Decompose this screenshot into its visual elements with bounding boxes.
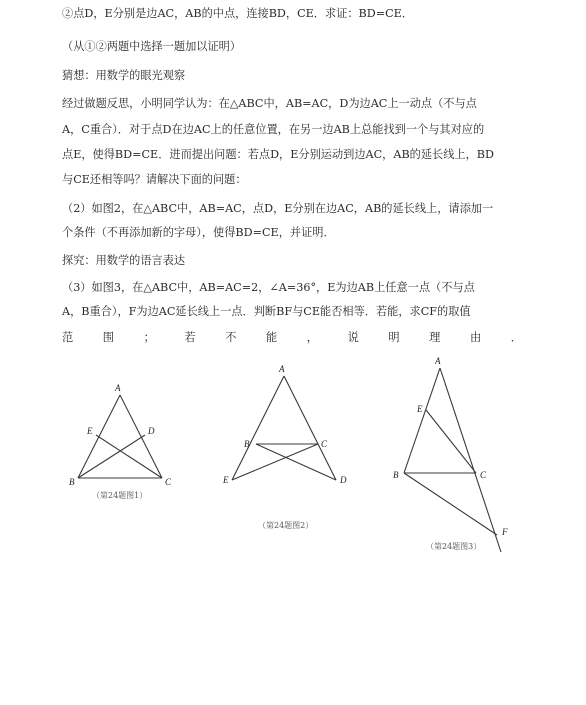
point-label-c: C bbox=[480, 470, 487, 480]
text-line-2: （从①②两题中选择一题加以证明） bbox=[62, 40, 242, 53]
segment-bf bbox=[404, 473, 497, 535]
spaced-char: 说 bbox=[347, 331, 359, 344]
text-line-7: 与CE还相等吗？请解决下面的问题： bbox=[62, 173, 247, 186]
spaced-char: ． bbox=[510, 331, 522, 344]
spaced-char: ； bbox=[143, 331, 155, 344]
text-line-8: （2）如图2，在△ABC中，AB=AC，点D，E分别在边AC，AB的延长线上，请添加一 bbox=[62, 202, 494, 215]
spaced-char: 能 bbox=[265, 331, 278, 344]
text-line-6: 点E，使得BD=CE．进而提出问题：若点D，E分别运动到边AC，AB的延长线上，BD bbox=[62, 148, 494, 161]
text-line-5: A，C重合）．对于点D在边AC上的任意位置，在另一边AB上总能找到一个与其对应的 bbox=[62, 123, 485, 136]
spaced-char: 理 bbox=[429, 331, 441, 344]
point-label-e: E bbox=[87, 426, 93, 436]
text-line-4: 经过做题反思，小明同学认为：在△ABC中，AB=AC，D为边AC上一动点（不与点 bbox=[62, 97, 477, 110]
spaced-char: 明 bbox=[388, 331, 400, 344]
point-label-d: D bbox=[148, 426, 155, 436]
spaced-char: 由 bbox=[469, 331, 482, 344]
point-label-b: B bbox=[244, 439, 250, 449]
spaced-char: 若 bbox=[184, 331, 196, 344]
point-label-a: A bbox=[115, 383, 121, 393]
text-line-12: A，B重合），F为边AC延长线上一点．判断BF与CE能否相等．若能，求CF的取值 bbox=[62, 305, 471, 318]
segment-af bbox=[440, 368, 501, 552]
figure-3-caption: （第24题图3） bbox=[426, 542, 482, 551]
point-label-b: B bbox=[393, 470, 399, 480]
spaced-char: 范 bbox=[62, 331, 74, 344]
point-label-a: A bbox=[279, 364, 285, 374]
spaced-char: 不 bbox=[225, 331, 237, 344]
point-label-e: E bbox=[417, 404, 423, 414]
text-line-1: ②点D，E分别是边AC，AB的中点，连接BD，CE．求证：BD=CE． bbox=[62, 7, 414, 20]
spaced-char: ， bbox=[306, 331, 318, 344]
text-line-3: 猜想：用数学的眼光观察 bbox=[62, 69, 186, 82]
segment-ec bbox=[426, 410, 476, 473]
figure-1-caption: （第24题图1） bbox=[92, 491, 148, 500]
point-label-b: B bbox=[69, 477, 75, 487]
point-label-c: C bbox=[321, 439, 328, 449]
point-label-e: E bbox=[223, 475, 229, 485]
spaced-char: 围 bbox=[102, 331, 114, 344]
text-line-11: （3）如图3，在△ABC中，AB=AC=2，∠A=36°，E为边AB上任意一点（不与点 bbox=[62, 281, 475, 294]
point-label-f: F bbox=[502, 527, 508, 537]
text-line-10: 探究：用数学的语言表达 bbox=[62, 254, 186, 267]
point-label-c: C bbox=[165, 477, 172, 487]
figure-2-caption: （第24题图2） bbox=[258, 521, 314, 530]
point-label-d: D bbox=[340, 475, 347, 485]
text-line-9: 个条件（不再添加新的字母），使得BD=CE，并证明． bbox=[62, 226, 335, 239]
point-label-a: A bbox=[435, 356, 441, 366]
